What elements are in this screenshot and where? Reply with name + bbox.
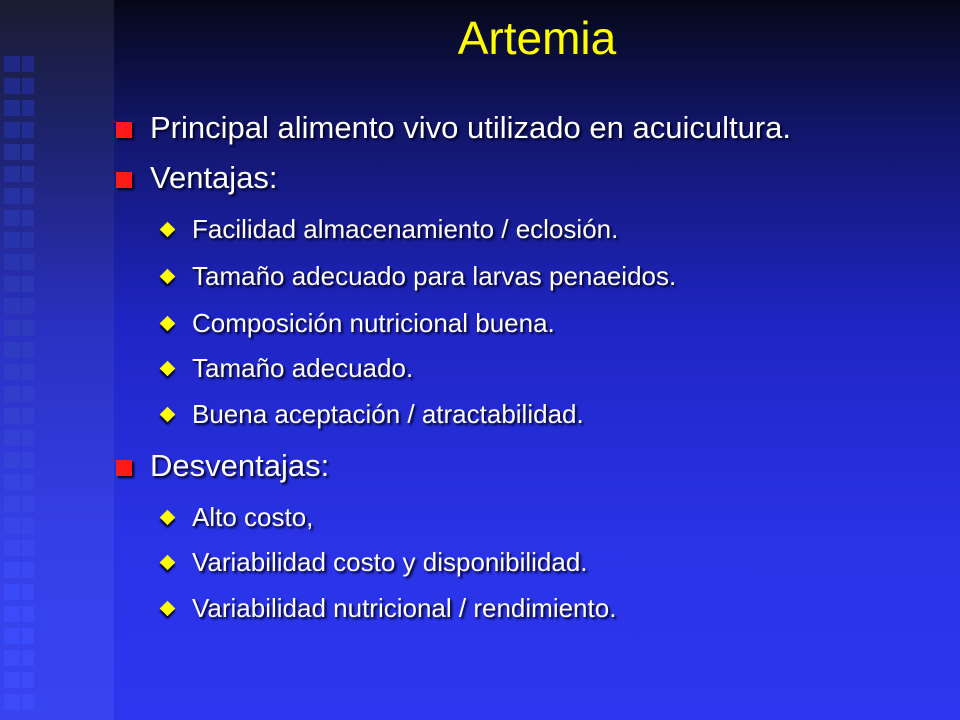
subitem-ventajas-1: Facilidad almacenamiento / eclosión. [192, 214, 619, 244]
red-square-bullet-icon [116, 122, 132, 138]
yellow-diamond-bullet-icon [160, 407, 176, 423]
subitem-desventajas-2: Variabilidad costo y disponibilidad. [192, 547, 588, 577]
yellow-diamond-bullet-icon [160, 316, 176, 332]
yellow-diamond-bullet-icon [160, 269, 176, 285]
bullet-item-desventajas: Desventajas: [150, 448, 330, 483]
subitem-desventajas-1: Alto costo, [192, 502, 314, 532]
yellow-diamond-bullet-icon [160, 361, 176, 377]
bullet-item-principal: Principal alimento vivo utilizado en acuicultura. [150, 110, 791, 145]
subitem-ventajas-4: Tamaño adecuado. [192, 353, 414, 383]
bullet-item-ventajas: Ventajas: [150, 160, 278, 195]
yellow-diamond-bullet-icon [160, 222, 176, 238]
slide-title: Artemia [457, 12, 617, 64]
yellow-diamond-bullet-icon [160, 555, 176, 571]
subitem-ventajas-3: Composición nutricional buena. [192, 308, 555, 338]
yellow-diamond-bullet-icon [160, 601, 176, 617]
yellow-diamond-bullet-icon [160, 510, 176, 526]
red-square-bullet-icon [116, 172, 132, 188]
red-square-bullet-icon [116, 460, 132, 476]
subitem-desventajas-3: Variabilidad nutricional / rendimiento. [192, 593, 617, 623]
subitem-ventajas-2: Tamaño adecuado para larvas penaeidos. [192, 261, 677, 291]
subitem-ventajas-5: Buena aceptación / atractabilidad. [192, 399, 584, 429]
